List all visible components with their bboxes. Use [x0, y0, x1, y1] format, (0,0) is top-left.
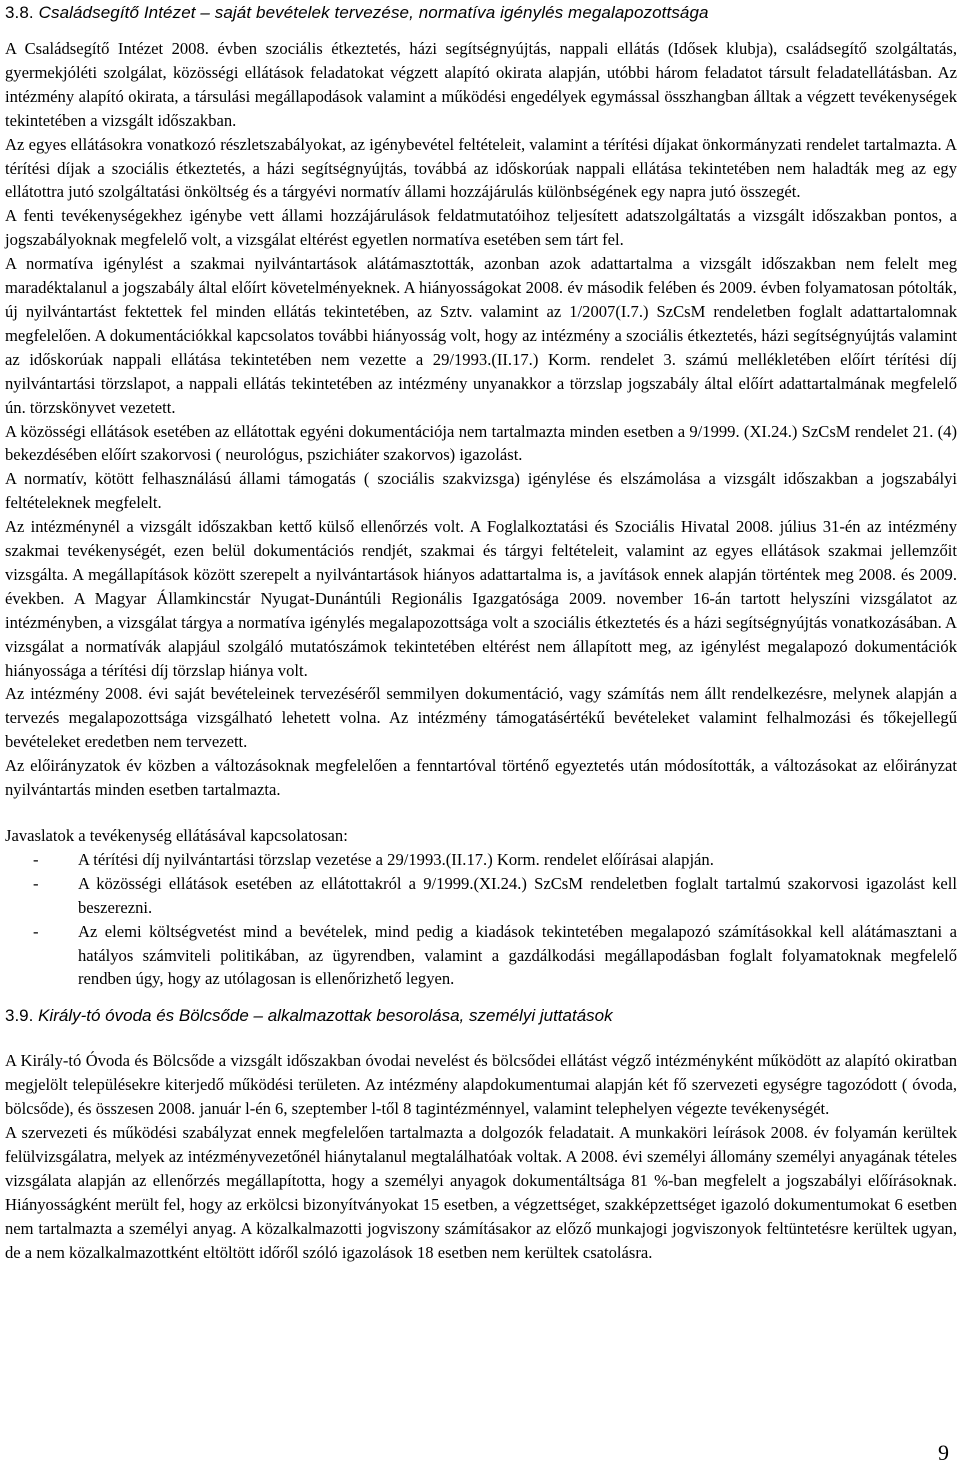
dash-bullet: - — [33, 873, 39, 893]
paragraph: Az előirányzatok év közben a változásoknak megfelelően a fenntartóval történő egyeztetés után módosították, a változásokat az előirányzat nyilvántartás minden esetben tartalmazta. — [5, 756, 957, 800]
section-title: Családsegítő Intézet – saját bevételek tervezése, normatíva igénylés megalapozottsága — [38, 3, 709, 22]
proposals-list — [5, 848, 957, 991]
section-heading-3-8 — [5, 2, 957, 24]
section-number: 3.9. — [5, 1006, 34, 1026]
section-title: Király-tó óvoda és Bölcsőde – alkalmazottak besorolása, személyi juttatások — [38, 1006, 613, 1026]
section-body-3-9 — [5, 1049, 957, 1264]
spacer — [5, 802, 957, 824]
section-body-3-8 — [5, 37, 957, 991]
section-number: 3.8. — [5, 3, 34, 22]
list-item-text: A térítési díj nyilvántartási törzslap vezetése a 29/1993.(II.17.) Korm. rendelet előírásai alapján. — [78, 849, 714, 869]
document-page — [5, 2, 957, 1265]
proposals-intro: Javaslatok a tevékenység ellátásával kapcsolatosan: — [5, 826, 348, 845]
list-item — [5, 920, 957, 992]
paragraph: A szervezeti és működési szabályzat ennek megfelelően tartalmazta a dolgozók feladatait. A munkaköri leírások 2008. év folyamán kerültek felülvizsgálatra, melyek az intézményvezetőnél hiánytalanul megtalálhatóak voltak. A 2008. évi személyi állomány személyi anyagának tételes vizsgálata alapján az ellenőrzés megállapította, hogy a személyi anyagok dokumentáltsága 81 %-ban megfelelt a jogszabályi előírásoknak. Hiányosságként merült fel, hogy az erkölcsi bizonyítványokat 15 esetben, a végzettséget, szakképzettséget igazoló dokumentumokat 6 esetben nem tartalmazta a személyi anyag. A közalkalmazotti jogviszony számításakor az előző munkajogi jogviszonyok feltüntetésre kerültek ugyan, de a nem közalkalmazottként eltöltött időről szóló igazolások 18 esetben nem kerültek csatolásra. — [5, 1123, 957, 1262]
list-item-text: A közösségi ellátások esetében az ellátottakról a 9/1999.(XI.24.) SzCsM rendeletben foglalt tartalmú szakorvosi igazolást kell beszerezni. — [78, 873, 957, 917]
list-item-text: Az elemi költségvetést mind a bevételek, mind pedig a kiadások tekintetében megalapozó számításokkal kell alátámasztani a hatályos számviteli politikában, az ügyrendben, valamint a gazdálkodási megállapodásban foglalt folyamatoknak megfelelő rendben úgy, hogy az utólagosan is ellenőrizhető legyen. — [78, 921, 957, 989]
page-number: 9 — [938, 1440, 949, 1465]
paragraph: Az intézmény 2008. évi saját bevételeinek tervezéséről semmilyen dokumentáció, vagy számítás nem állt rendelkezésre, melynek alapján a tervezés megalapozottsága vizsgálható lehetett volna. Az intézmény támogatásértékű bevételeket valamint felhalmozási és tőkejellegű bevételeket eredetben nem tervezett. — [5, 684, 957, 752]
dash-bullet: - — [33, 921, 39, 941]
paragraph: A Király-tó Óvoda és Bölcsőde a vizsgált időszakban óvodai nevelést és bölcsődei ellátást végző intézményként működött az alapító okiratban megjelölt településekre kiterjedő működési területen. Az intézmény alapdokumentumai alapján két fő szervezeti egységre tagozódott ( óvoda, bölcsőde), és összesen 2008. január l-én 6, szeptember l-től 8 tagintézménnyel, valamint telephelyen végezte tevékenységét. — [5, 1051, 957, 1119]
paragraph: A normatíva igénylést a szakmai nyilvántartások alátámasztották, azonban azok adattartalma a vizsgált időszakban nem felelt meg maradéktalanul a jogszabály által előírt követelményeknek. A hiányosságokat 2008. év második felében és 2009. évben folyamatosan pótolták, új nyilvántartást fektettek fel minden ellátás tekintetében, az Sztv. valamint az 1/2007(I.7.) SzCsM rendeletben foglalt adattartalomnak megfelelően. A dokumentációkkal kapcsolatos további hiányosság volt, hogy az intézmény a szociális étkeztetés, házi segítségnyújtás valamint az időskorúak nappali ellátása tekintetében nem vezette a 29/1993.(II.17.) Korm. rendelet 3. számú mellékletében előírt térítési díj nyilvántartási törzslapot, a nappali ellátás tekintetében az intézmény unyanakkor a törzslap jogszabály által előírt adattartalmának megfelelő ún. törzskönyvet vezetett. — [5, 254, 957, 417]
paragraph: Az intézménynél a vizsgált időszakban kettő külső ellenőrzés volt. A Foglalkoztatási és Szociális Hivatal 2008. július 31-én az intézmény szakmai tevékenységét, ezen belül dokumentációs rendjét, szakmai és tárgyi feltételeit, valamint az egyes ellátások szakmai jellemzőit vizsgálta. A megállapítások között szerepelt a nyilvántartások hiányos adattartalma is, a javítások ennek alapján történtek meg 2008. és 2009. években. A Magyar Államkincstár Nyugat-Dunántúli Regionális Igazgatósága 2009. november 16-án tartott helyszíni vizsgálatot az intézményben, a vizsgálat tárgya a normatíva igénylés megalapozottsága volt a szociális étkeztetés és a házi segítségnyújtás vonatkozásában. A vizsgálat a normatívák alapjául szolgáló mutatószámok tekintetében eltérést nem állapított meg, az igénylést megalapozó dokumentációk hiányossága a térítési díj törzslap hiánya volt. — [5, 517, 957, 680]
paragraph: A normatív, kötött felhasználású állami támogatás ( szociális szakvizsga) igénylése és elszámolása a vizsgált időszakban a jogszabályi feltételeknek megfelelt. — [5, 469, 957, 513]
list-item — [5, 872, 957, 920]
paragraph: A fenti tevékenységekhez igénybe vett állami hozzájárulások feldatmutatóihoz teljesített adatszolgáltatás a vizsgált időszakban pontos, a jogszabályoknak megfelelő volt, a vizsgálat eltérést egyetlen normatíva esetében sem tárt fel. — [5, 206, 957, 250]
paragraph: A Családsegítő Intézet 2008. évben szociális étkeztetés, házi segítségnyújtás, nappali ellátás (Idősek klubja), családsegítő szolgáltatás, gyermekjóléti szolgálat, közösségi ellátások feladatokat végzett alapító okirata alapján, utóbbi három feladatot társult feladatellátásban. Az intézmény alapító okirata, a társulási megállapodások valamint a működési engedélyek egymással összhangban álltak a végzett tevékenységek tekintetében a vizsgált időszakban. — [5, 39, 957, 130]
section-heading-3-9 — [5, 1005, 957, 1027]
dash-bullet: - — [33, 849, 39, 869]
paragraph: A közösségi ellátások esetében az ellátottak egyéni dokumentációja nem tartalmazta minden esetben a 9/1999. (XI.24.) SzCsM rendelet 21. (4) bekezdésében előírt szakorvosi ( neurológus, pszichiáter szakorvos) igazolást. — [5, 421, 957, 465]
list-item — [5, 848, 957, 872]
paragraph: Az egyes ellátásokra vonatkozó részletszabályokat, az igénybevétel feltételeit, valamint a térítési díjakat önkormányzati rendelet tartalmazta. A térítési díjak a szociális étkeztetés, a házi segítségnyújtás, továbbá az időskorúak nappali ellátása tekintetében nem haladták meg az egy ellátottra jutó szolgáltatási önköltség és a tárgyévi normatív állami hozzájárulás különbségének egy napra jutó összegét. — [5, 134, 957, 202]
